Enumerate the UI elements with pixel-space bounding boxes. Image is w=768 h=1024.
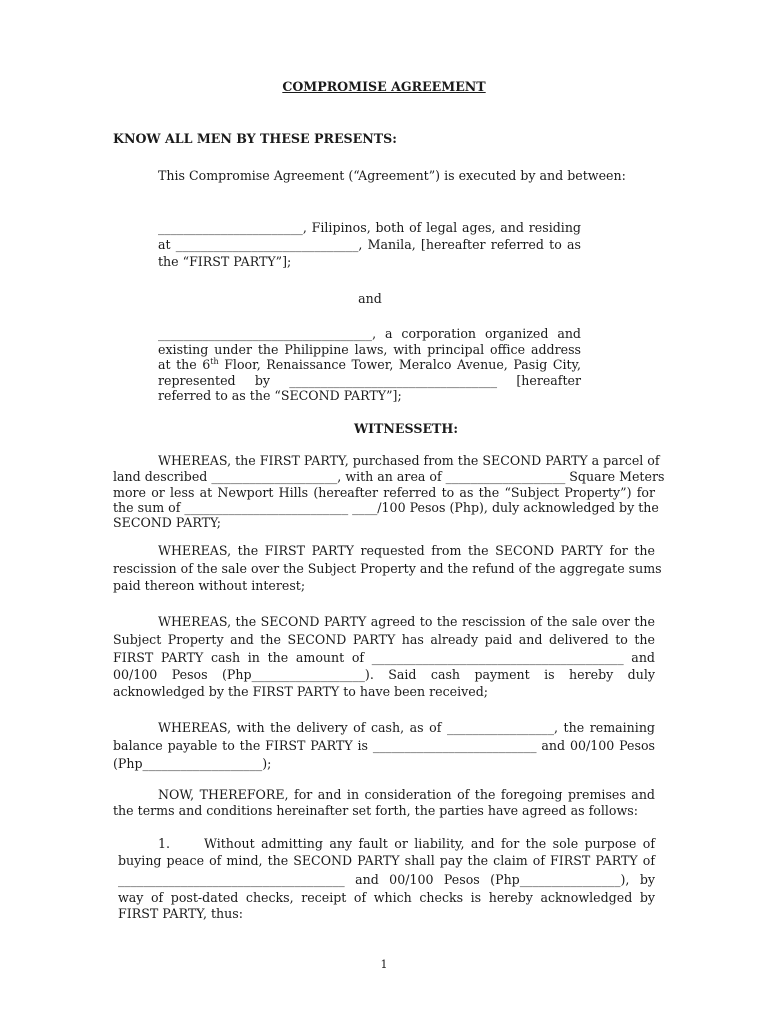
whereas-line: SECOND PARTY; bbox=[113, 515, 221, 530]
whereas-line: WHEREAS, the FIRST PARTY requested from the SECOND PARTY for the bbox=[158, 543, 655, 558]
item-line: FIRST PARTY, thus: bbox=[118, 906, 243, 921]
second-party-line bbox=[158, 357, 581, 373]
address-prefix: at the 6 bbox=[158, 357, 211, 372]
and-separator: and bbox=[358, 291, 382, 306]
whereas-line: rescission of the sale over the Subject Property and the refund of the aggregate sums bbox=[113, 561, 662, 576]
now-therefore-line: NOW, THEREFORE, for and in consideration of the foregoing premises and bbox=[158, 787, 655, 802]
item-number: 1. bbox=[158, 836, 171, 851]
whereas-line: paid thereon without interest; bbox=[113, 578, 306, 593]
witnesseth-heading: WITNESSETH: bbox=[354, 421, 458, 436]
first-party-line: at _____________________________, Manila, [hereafter referred to as bbox=[158, 237, 581, 252]
whereas-line: WHEREAS, the SECOND PARTY agreed to the rescission of the sale over the bbox=[158, 614, 655, 629]
intro-paragraph: This Compromise Agreement (“Agreement”) is executed by and between: bbox=[158, 168, 626, 183]
whereas-line: the sum of __________________________ ____/100 Pesos (Php), duly acknowledged by the bbox=[113, 500, 659, 515]
page-number: 1 bbox=[380, 958, 388, 971]
first-party-line: _______________________, Filipinos, both of legal ages, and residing bbox=[158, 220, 581, 235]
whereas-line: 00/100 Pesos (Php__________________). Said cash payment is hereby duly bbox=[113, 667, 655, 682]
whereas-line: more or less at Newport Hills (hereafter referred to as the “Subject Property”) for bbox=[113, 485, 655, 500]
second-party-line: referred to as the “SECOND PARTY”]; bbox=[158, 388, 402, 403]
document-title: COMPROMISE AGREEMENT bbox=[282, 79, 486, 94]
second-party-line: existing under the Philippine laws, with principal office address bbox=[158, 342, 581, 357]
first-party-line: the “FIRST PARTY”]; bbox=[158, 254, 292, 269]
whereas-line: acknowledged by the FIRST PARTY to have been received; bbox=[113, 684, 489, 699]
whereas-line: balance payable to the FIRST PARTY is __________________________ and 00/100 Pesos bbox=[113, 738, 655, 753]
item-line: buying peace of mind, the SECOND PARTY shall pay the claim of FIRST PARTY of bbox=[118, 853, 655, 868]
whereas-line: FIRST PARTY cash in the amount of ________________________________________ and bbox=[113, 650, 655, 665]
second-party-line: __________________________________, a corporation organized and bbox=[158, 326, 581, 341]
item-line: ____________________________________ and 00/100 Pesos (Php________________), by bbox=[118, 872, 655, 887]
second-party-line: represented by _________________________________ [hereafter bbox=[158, 373, 581, 388]
whereas-line: WHEREAS, with the delivery of cash, as of _________________, the remaining bbox=[158, 720, 655, 735]
whereas-line: WHEREAS, the FIRST PARTY, purchased from the SECOND PARTY a parcel of bbox=[158, 453, 660, 468]
now-therefore-line: the terms and conditions hereinafter set forth, the parties have agreed as follows: bbox=[113, 803, 638, 818]
item-line: way of post-dated checks, receipt of which checks is hereby acknowledged by bbox=[118, 890, 655, 905]
address-rest: Floor, Renaissance Tower, Meralco Avenue, Pasig City, bbox=[218, 357, 581, 372]
ordinal-suffix: th bbox=[210, 356, 219, 366]
preamble-heading: KNOW ALL MEN BY THESE PRESENTS: bbox=[113, 131, 397, 146]
whereas-line: (Php___________________); bbox=[113, 756, 272, 771]
whereas-line: land described ____________________, with an area of ___________________ Square Meters bbox=[113, 469, 665, 484]
item-line: Without admitting any fault or liability, and for the sole purpose of bbox=[204, 836, 655, 851]
whereas-line: Subject Property and the SECOND PARTY has already paid and delivered to the bbox=[113, 632, 655, 647]
